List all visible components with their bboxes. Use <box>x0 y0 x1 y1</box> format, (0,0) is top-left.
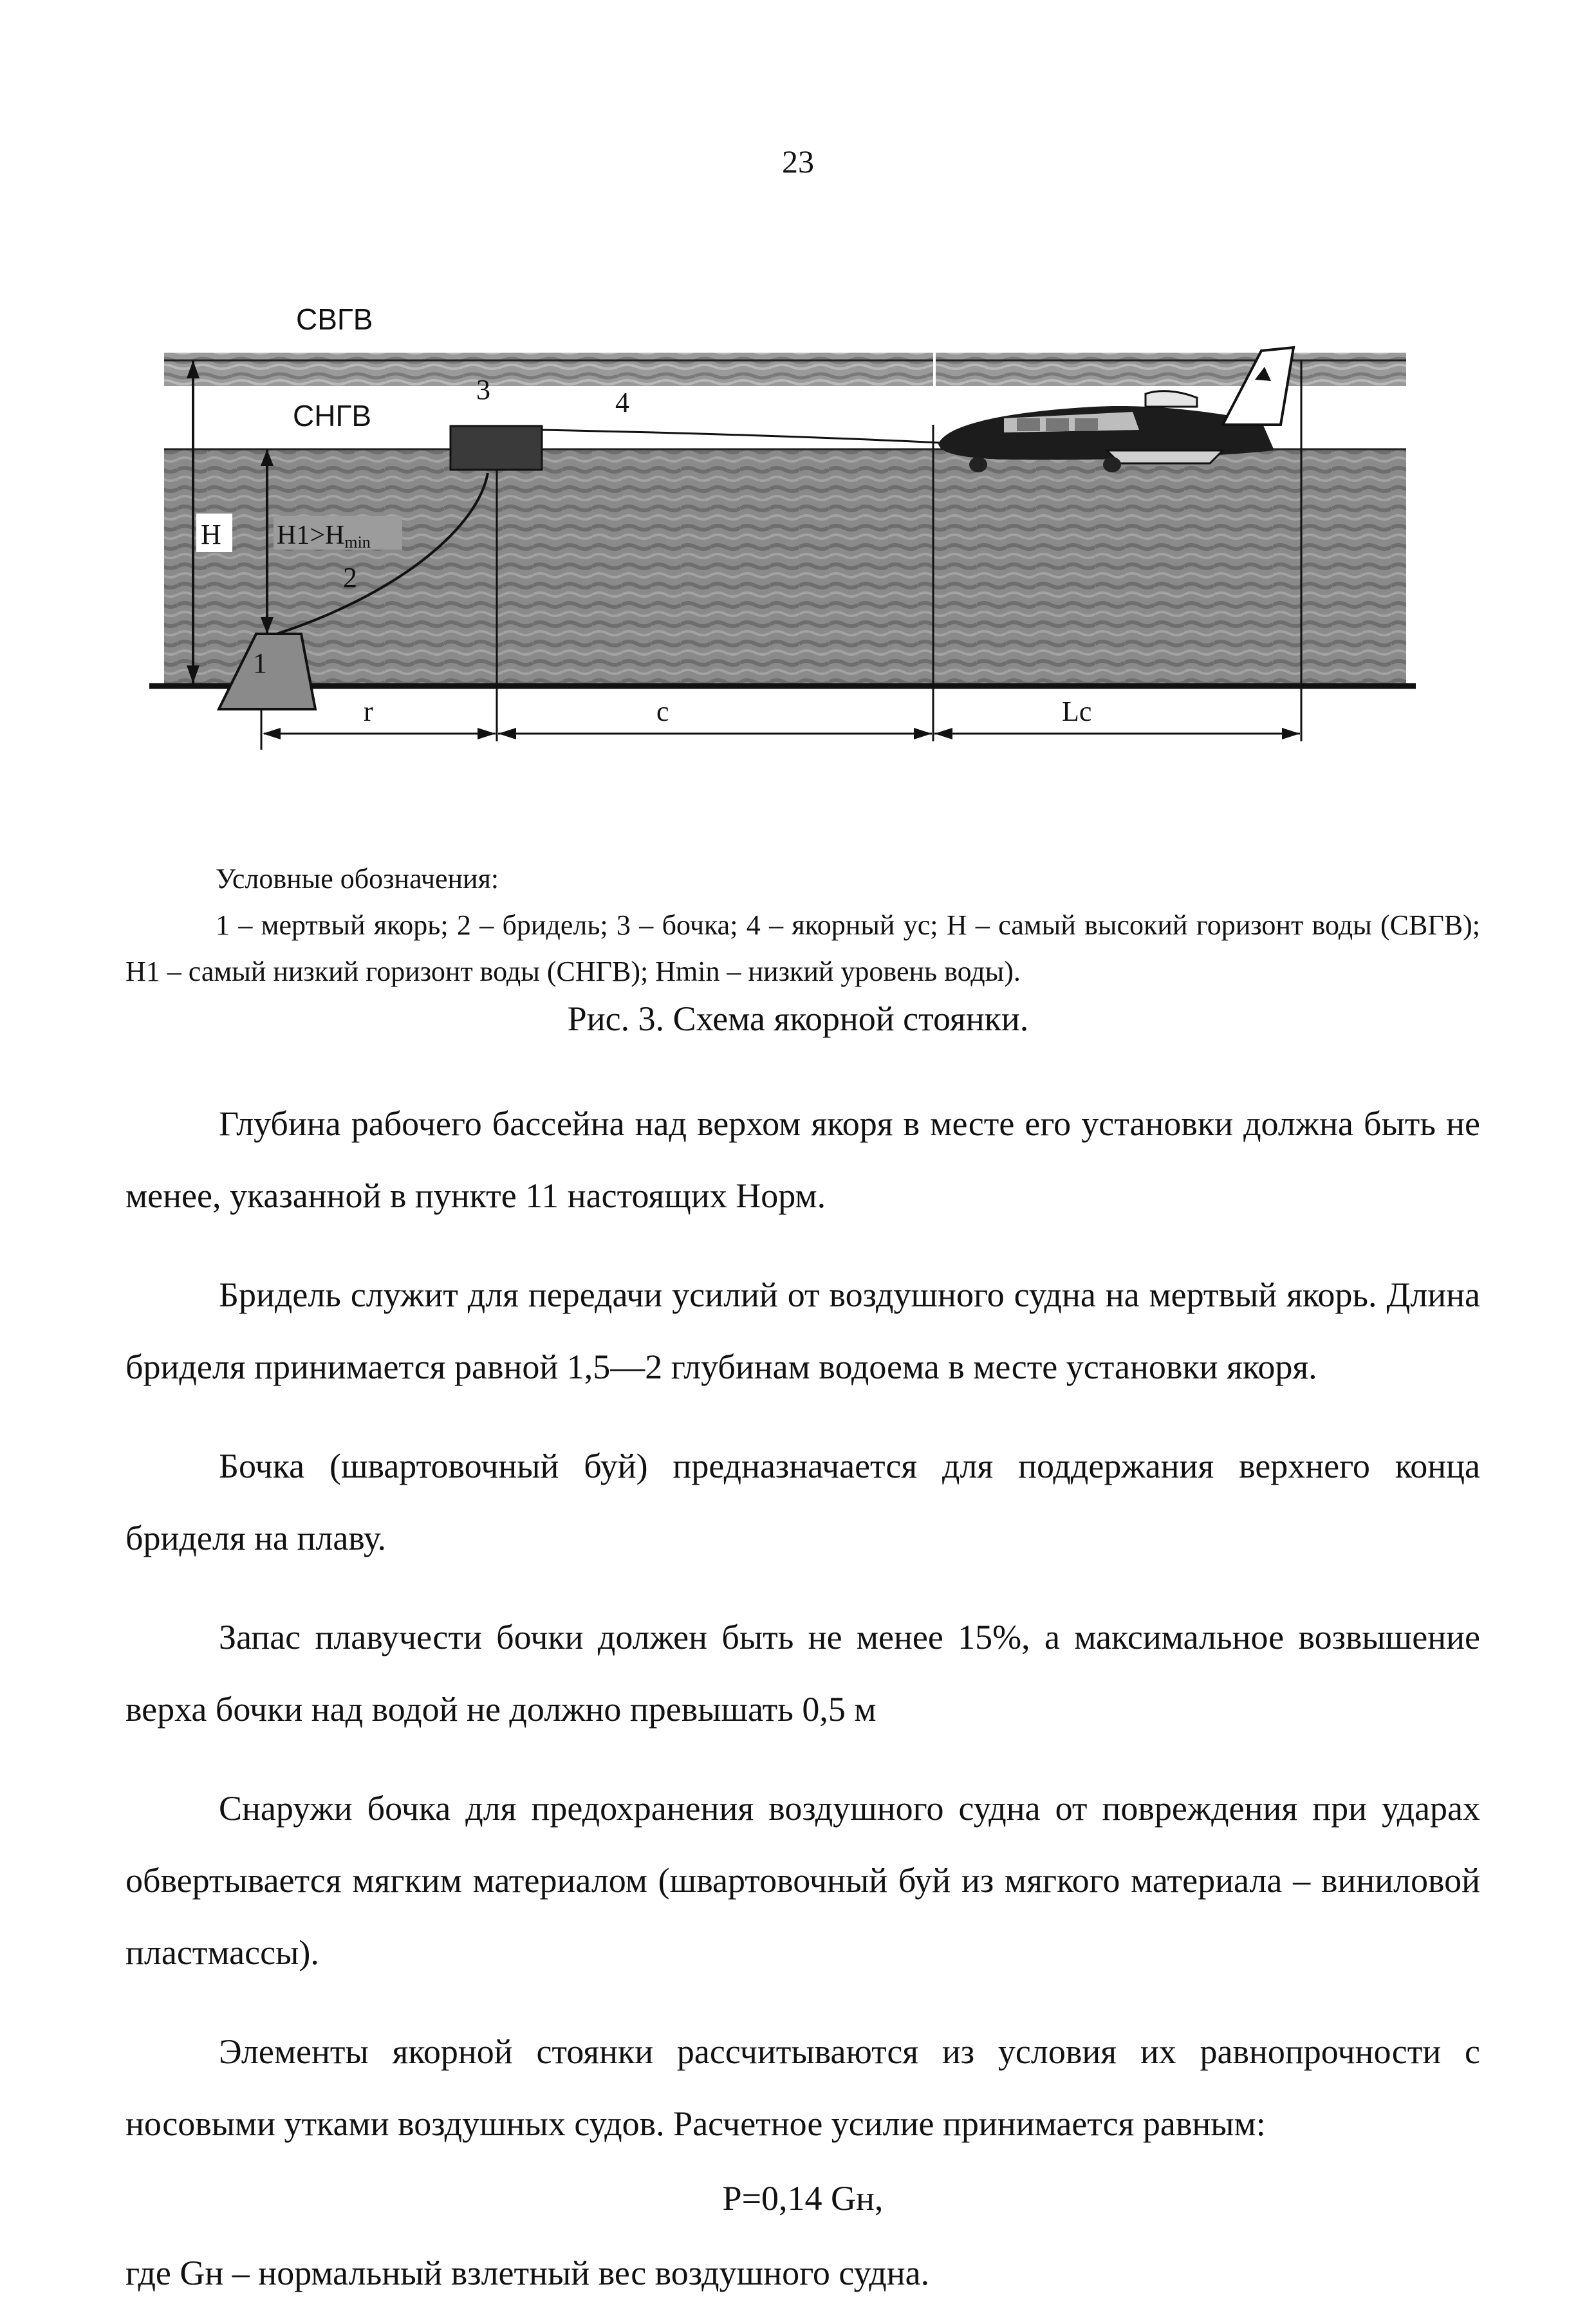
c-label: c <box>656 696 669 727</box>
svgv-label: СВГВ <box>296 302 373 336</box>
paragraph: Снаружи бочка для предохранения воздушного судна от повреждения при ударах обвертывается мягким материалом (швартовочный буй из мягкого материала – виниловой пластмассы). <box>125 1789 1480 1972</box>
paragraph: Запас плавучести бочки должен быть не менее 15%, а максимальное возвышение верха бочки над водой не должно превышать 0,5 м <box>125 1618 1480 1729</box>
anchor-number: 1 <box>253 647 267 679</box>
formula: Р=0,14 Gн, <box>722 2179 884 2218</box>
paragraph: Элементы якорной стоянки рассчитываются из условия их равнопрочности с носовыми утками воздушных судов. Расчетное усилие принимается равным: <box>125 2032 1480 2143</box>
legend-title: Условные обозначения: <box>216 863 499 895</box>
mooring-buoy <box>450 426 542 470</box>
formula-explanation: где Gн – нормальный взлетный вес воздушного судна. <box>125 2254 930 2292</box>
h1-label: Н1>Нmin <box>277 521 371 552</box>
anchorage-diagram <box>0 0 1596 772</box>
r-label: r <box>364 696 373 727</box>
h-label: Н <box>201 519 221 550</box>
lc-label: Lc <box>1062 696 1092 727</box>
sngv-label: СНГВ <box>293 399 372 432</box>
paragraph: Глубина рабочего бассейна над верхом якоря в месте его установки должна быть не менее, указанной в пункте 11 настоящих Норм. <box>125 1104 1480 1215</box>
whisker-number: 4 <box>615 387 629 418</box>
page-number: 23 <box>782 144 814 180</box>
legend <box>125 856 1480 995</box>
bridle-number: 2 <box>343 562 357 593</box>
paragraph: Бочка (швартовочный буй) предназначается для поддержания верхнего конца бриделя на плаву. <box>125 1447 1480 1557</box>
figure-caption: Рис. 3. Схема якорной стоянки. <box>567 999 1029 1038</box>
legend-text: 1 – мертвый якорь; 2 – бридель; 3 – бочка; 4 – якорный ус; Н – самый высокий горизонт воды (СВГВ); Н1 – самый низкий горизонт воды (СНГВ); Hmin – низкий уровень воды). <box>125 909 1480 987</box>
body-text <box>125 1088 1480 2309</box>
anchor-whisker <box>542 430 940 443</box>
buoy-number: 3 <box>476 374 490 405</box>
paragraph: Бридель служит для передачи усилий от воздушного судна на мертвый якорь. Длина бриделя принимается равной 1,5—2 глубинам водоема в месте установки якоря. <box>125 1275 1480 1386</box>
c-dimension <box>498 728 932 739</box>
svgv-band <box>164 353 1406 386</box>
lc-dimension <box>934 728 1300 739</box>
r-dimension <box>263 728 496 739</box>
